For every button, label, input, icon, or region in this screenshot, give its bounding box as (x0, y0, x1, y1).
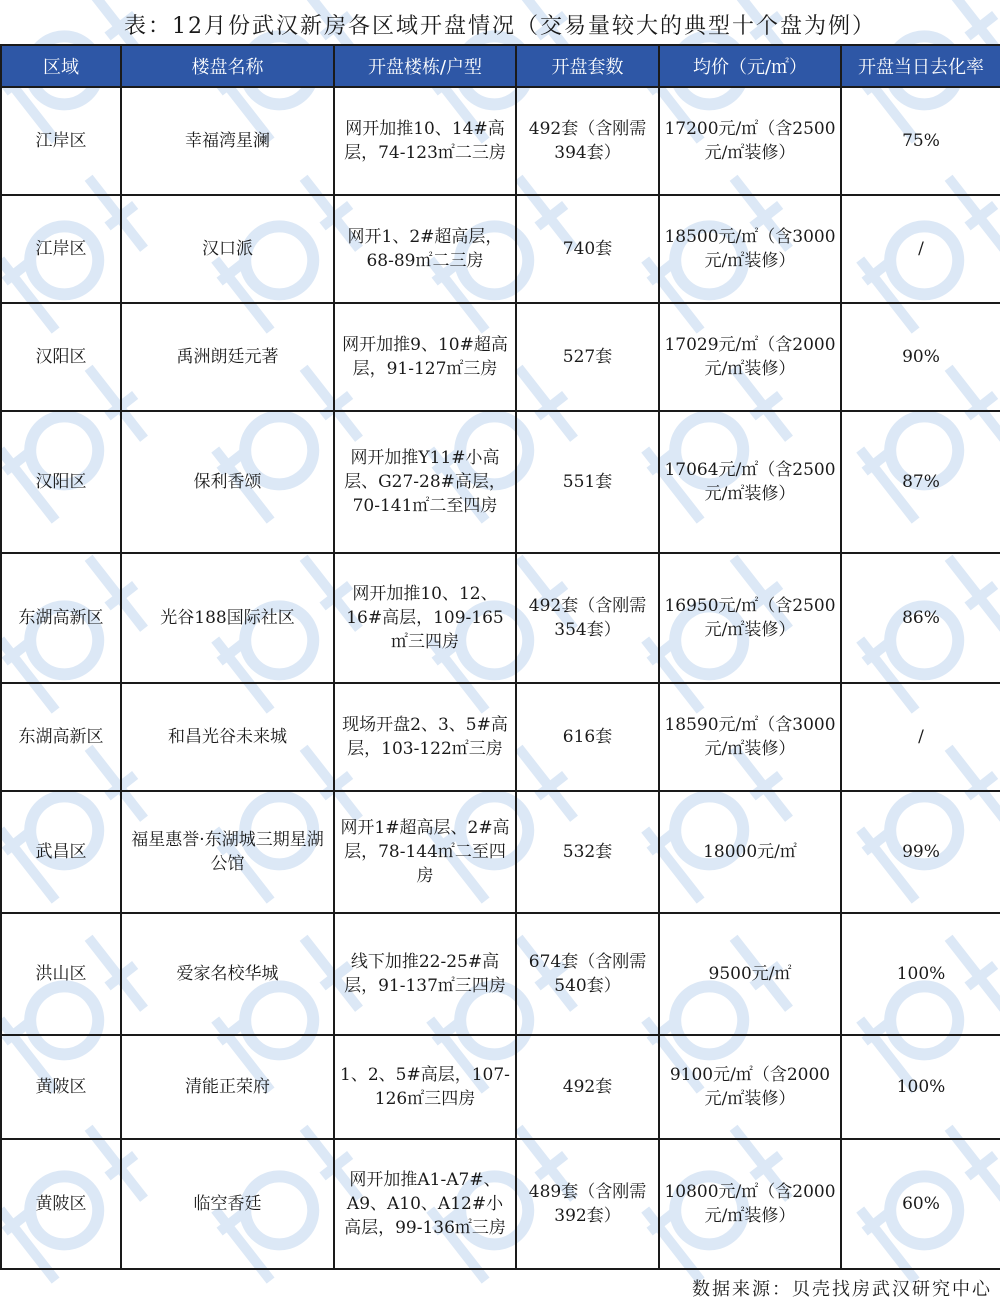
cell-average-price (659, 411, 841, 553)
cell-sell-through-rate (841, 791, 1000, 913)
cell-project-name (121, 683, 334, 791)
cell-buildings-unit-type (334, 683, 516, 791)
cell-units-launched-text: 551套 (562, 472, 613, 492)
cell-average-price-text: 9500元/㎡ (708, 964, 792, 984)
header-row (1, 45, 1000, 87)
cell-units-launched (516, 303, 659, 411)
cell-sell-through-rate-text: 100% (896, 1077, 946, 1097)
cell-average-price-text: 17029元/㎡（含2000元/㎡装修） (664, 335, 836, 379)
cell-average-price (659, 553, 841, 683)
cell-buildings-unit-type-text: 网开加推9、10#超高层，91-127㎡三房 (342, 335, 508, 379)
cell-project-name (121, 1139, 334, 1269)
cell-sell-through-rate-text: 60% (902, 1194, 940, 1214)
cell-average-price-text: 9100元/㎡（含2000元/㎡装修） (669, 1065, 831, 1109)
cell-project-name-text: 汉口派 (202, 239, 253, 259)
cell-district-text: 东湖高新区 (18, 608, 104, 628)
cell-average-price (659, 1035, 841, 1139)
cell-average-price-text: 16950元/㎡（含2500元/㎡装修） (664, 596, 836, 640)
cell-district (1, 683, 121, 791)
cell-average-price-text: 17064元/㎡（含2500元/㎡装修） (664, 460, 836, 504)
table-title: 表：12月份武汉新房各区域开盘情况（交易量较大的典型十个盘为例） (124, 14, 876, 39)
cell-project-name-text: 临空香廷 (193, 1194, 262, 1214)
cell-sell-through-rate-text: 100% (896, 964, 946, 984)
cell-units-launched (516, 1139, 659, 1269)
cell-average-price-text: 10800元/㎡（含2000元/㎡装修） (664, 1182, 836, 1226)
table-row (1, 303, 1000, 411)
cell-buildings-unit-type (334, 87, 516, 195)
data-source-note: 数据来源：贝壳找房武汉研究中心 (692, 1279, 992, 1300)
header-average-price: 均价（元/㎡） (659, 45, 841, 87)
header-district: 区域 (1, 45, 121, 87)
cell-units-launched (516, 913, 659, 1035)
cell-district-text: 汉阳区 (35, 347, 87, 367)
cell-average-price (659, 683, 841, 791)
cell-sell-through-rate-text: / (918, 727, 924, 747)
cell-units-launched-text: 492套（含刚需394套） (528, 119, 647, 163)
cell-district (1, 87, 121, 195)
cell-average-price-text: 17200元/㎡（含2500元/㎡装修） (664, 119, 836, 163)
cell-project-name (121, 1035, 334, 1139)
cell-district (1, 791, 121, 913)
cell-district (1, 1139, 121, 1269)
cell-units-launched (516, 195, 659, 303)
cell-district (1, 553, 121, 683)
cell-buildings-unit-type-text: 网开加推10、14#高层，74-123㎡二三房 (344, 119, 506, 163)
cell-district (1, 411, 121, 553)
cell-buildings-unit-type (334, 303, 516, 411)
cell-project-name (121, 87, 334, 195)
cell-units-launched-text: 489套（含刚需392套） (528, 1182, 647, 1226)
cell-buildings-unit-type (334, 791, 516, 913)
table-row (1, 913, 1000, 1035)
cell-project-name (121, 553, 334, 683)
header-sell-through-rate: 开盘当日去化率 (841, 45, 1000, 87)
cell-sell-through-rate (841, 87, 1000, 195)
header-buildings-unit-type: 开盘楼栋/户型 (334, 45, 516, 87)
cell-sell-through-rate-text: 86% (902, 608, 940, 628)
cell-sell-through-rate (841, 1139, 1000, 1269)
cell-buildings-unit-type (334, 913, 516, 1035)
cell-average-price-text: 18000元/㎡ (703, 842, 797, 862)
cell-buildings-unit-type-text: 1、2、5#高层，107-126㎡三四房 (340, 1065, 510, 1109)
cell-district (1, 303, 121, 411)
cell-sell-through-rate (841, 553, 1000, 683)
cell-average-price (659, 913, 841, 1035)
cell-buildings-unit-type-text: 网开加推Y11#小高层、G27-28#高层，70-141㎡二至四房 (344, 448, 506, 516)
cell-district-text: 汉阳区 (35, 472, 87, 492)
cell-buildings-unit-type-text: 网开1#超高层、2#高层，78-144㎡二至四房 (340, 818, 510, 886)
cell-project-name-text: 禹洲朗廷元著 (176, 347, 279, 367)
cell-district-text: 洪山区 (35, 964, 87, 984)
cell-project-name (121, 913, 334, 1035)
cell-project-name-text: 保利香颂 (193, 472, 262, 492)
cell-district-text: 江岸区 (35, 131, 87, 151)
cell-sell-through-rate (841, 683, 1000, 791)
table-row (1, 411, 1000, 553)
table-row (1, 1139, 1000, 1269)
table-row (1, 683, 1000, 791)
cell-project-name-text: 爱家名校华城 (176, 964, 279, 984)
cell-buildings-unit-type-text: 网开加推10、12、16#高层，109-165㎡三四房 (346, 584, 504, 652)
table-row (1, 1035, 1000, 1139)
cell-average-price (659, 791, 841, 913)
cell-district-text: 江岸区 (35, 239, 87, 259)
cell-buildings-unit-type (334, 1139, 516, 1269)
cell-sell-through-rate-text: 75% (902, 131, 940, 151)
cell-sell-through-rate (841, 195, 1000, 303)
cell-units-launched-text: 740套 (562, 239, 613, 259)
cell-units-launched (516, 1035, 659, 1139)
cell-units-launched (516, 553, 659, 683)
cell-project-name-text: 清能正荣府 (185, 1077, 270, 1097)
cell-buildings-unit-type (334, 195, 516, 303)
cell-average-price (659, 303, 841, 411)
cell-sell-through-rate-text: 87% (902, 472, 940, 492)
cell-average-price (659, 195, 841, 303)
cell-units-launched-text: 532套 (562, 842, 613, 862)
cell-project-name-text: 福星惠誉·东湖城三期星湖公馆 (131, 830, 324, 874)
cell-district-text: 黄陂区 (35, 1194, 87, 1214)
cell-sell-through-rate-text: / (918, 239, 924, 259)
data-table (0, 44, 1000, 1270)
cell-sell-through-rate (841, 303, 1000, 411)
cell-units-launched-text: 492套（含刚需354套） (528, 596, 647, 640)
table-row (1, 87, 1000, 195)
cell-project-name (121, 411, 334, 553)
cell-buildings-unit-type-text: 现场开盘2、3、5#高层，103-122㎡三房 (342, 715, 508, 759)
header-units-launched: 开盘套数 (516, 45, 659, 87)
cell-buildings-unit-type-text: 线下加推22-25#高层，91-137㎡三四房 (344, 952, 506, 996)
cell-buildings-unit-type (334, 411, 516, 553)
cell-average-price (659, 1139, 841, 1269)
cell-project-name-text: 光谷188国际社区 (160, 608, 295, 628)
cell-sell-through-rate (841, 411, 1000, 553)
cell-units-launched (516, 683, 659, 791)
cell-buildings-unit-type (334, 1035, 516, 1139)
cell-units-launched (516, 411, 659, 553)
cell-units-launched-text: 492套 (562, 1077, 613, 1097)
cell-sell-through-rate (841, 913, 1000, 1035)
cell-project-name-text: 和昌光谷未来城 (168, 727, 287, 747)
cell-average-price-text: 18590元/㎡（含3000元/㎡装修） (664, 715, 836, 759)
cell-sell-through-rate (841, 1035, 1000, 1139)
cell-units-launched-text: 616套 (562, 727, 613, 747)
cell-buildings-unit-type-text: 网开1、2#超高层，68-89㎡二三房 (347, 227, 503, 271)
cell-units-launched-text: 674套（含刚需540套） (528, 952, 647, 996)
table-row (1, 195, 1000, 303)
cell-project-name (121, 303, 334, 411)
cell-district-text: 东湖高新区 (18, 727, 104, 747)
header-project-name: 楼盘名称 (121, 45, 334, 87)
cell-average-price (659, 87, 841, 195)
cell-project-name (121, 195, 334, 303)
cell-district (1, 913, 121, 1035)
cell-project-name-text: 幸福湾星澜 (185, 131, 270, 151)
cell-district (1, 1035, 121, 1139)
cell-units-launched (516, 87, 659, 195)
cell-district-text: 武昌区 (35, 842, 87, 862)
cell-units-launched (516, 791, 659, 913)
table-row (1, 791, 1000, 913)
cell-sell-through-rate-text: 99% (902, 842, 940, 862)
cell-buildings-unit-type-text: 网开加推A1-A7#、A9、A10、A12#小高层，99-136㎡三房 (344, 1170, 506, 1238)
cell-buildings-unit-type (334, 553, 516, 683)
cell-average-price-text: 18500元/㎡（含3000元/㎡装修） (664, 227, 836, 271)
cell-units-launched-text: 527套 (562, 347, 613, 367)
cell-sell-through-rate-text: 90% (902, 347, 940, 367)
table-row (1, 553, 1000, 683)
cell-district-text: 黄陂区 (35, 1077, 87, 1097)
cell-district (1, 195, 121, 303)
cell-project-name (121, 791, 334, 913)
